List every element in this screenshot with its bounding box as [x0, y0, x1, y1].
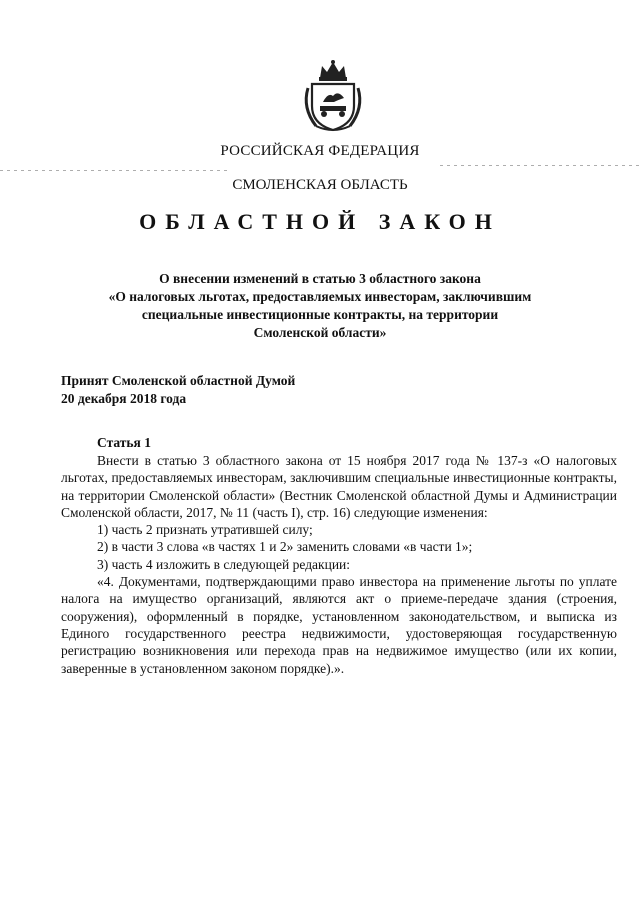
document-type-heading: ОБЛАСТНОЙ ЗАКОН	[139, 209, 501, 234]
law-title-line: О внесении изменений в статью 3 областного закона	[159, 271, 481, 286]
law-title-line: Смоленской области»	[253, 325, 387, 340]
article-item-2: 2) в части 3 слова «в частях 1 и 2» заменить словами «в части 1»;	[97, 539, 473, 555]
scan-artifact-line	[440, 165, 640, 166]
region-heading: СМОЛЕНСКАЯ ОБЛАСТЬ	[232, 177, 408, 193]
article-intro: Внести в статью 3 областного закона от 15 ноября 2017 года № 137-з «О налоговых льготах, предоставляемых инвесторам, заключившим специальные инвестиционные контракты, на территории Смоленской области» (Вестник Смоленской областной Думы и Администрации Смоленской области, 2017, № 11 (часть I), стр. 16) следующие изменения:	[61, 453, 617, 520]
law-title	[0, 270, 640, 342]
article-quote: «4. Документами, подтверждающими право инвестора на применение льготы по уплате налога на имущество организаций, являются акт о приеме-передаче здания (строения, сооружения), оформленный в порядке, установленном законодательством, и выписка из Единого государственного реестра недвижимости, удостоверяющая государственную регистрацию возникновения или перехода прав на недвижимое имущество (или их копии, заверенные в установленном законом порядке).».	[61, 574, 617, 676]
law-title-line: «О налоговых льготах, предоставляемых инвесторам, заключившим	[108, 289, 532, 304]
article-item-1: 1) часть 2 признать утратившей силу;	[97, 522, 313, 538]
article-body	[61, 452, 617, 677]
adoption-info	[61, 372, 295, 408]
federation-heading: РОССИЙСКАЯ ФЕДЕРАЦИЯ	[220, 143, 420, 159]
coat-of-arms-emblem	[298, 58, 368, 134]
article-item-3: 3) часть 4 изложить в следующей редакции:	[97, 556, 351, 572]
article-title: Статья 1	[97, 435, 151, 450]
adoption-body: Принят Смоленской областной Думой	[61, 373, 296, 388]
adoption-date: 20 декабря 2018 года	[61, 391, 187, 406]
scan-artifact-line	[0, 170, 230, 171]
law-title-line: специальные инвестиционные контракты, на территории	[141, 307, 499, 322]
